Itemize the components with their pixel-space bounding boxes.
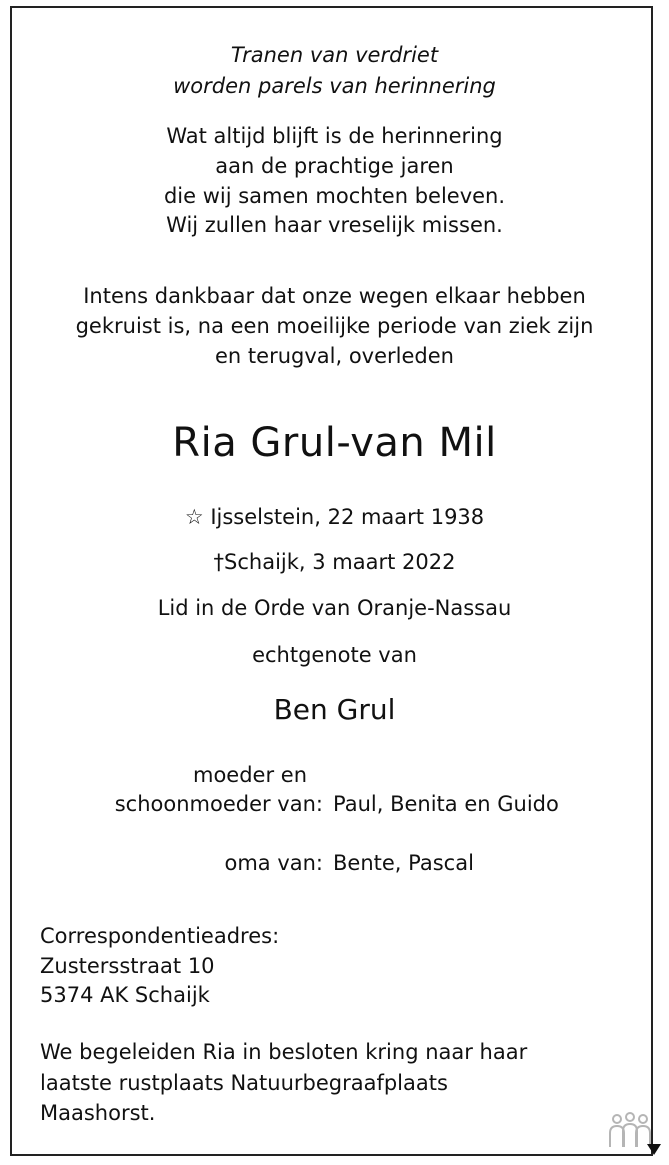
funeral-line: Maashorst. bbox=[40, 1101, 156, 1125]
intro-line: en terugval, overleden bbox=[215, 344, 454, 368]
birth-text: Ijsselstein, 22 maart 1938 bbox=[210, 505, 485, 529]
children-label: schoonmoeder van: bbox=[114, 792, 323, 816]
poem-line: Wij zullen haar vreselijk missen. bbox=[166, 213, 503, 237]
children-names: Paul, Benita en Guido bbox=[333, 792, 559, 816]
honor-line: Lid in de Orde van Oranje-Nassau bbox=[157, 596, 512, 620]
grandchildren-label: oma van: bbox=[224, 851, 323, 875]
correspondence-street: Zustersstraat 10 bbox=[40, 954, 215, 978]
epigraph-line: Tranen van verdriet bbox=[230, 43, 439, 67]
birth-line bbox=[0, 502, 669, 532]
death-text: Schaijk, 3 maart 2022 bbox=[224, 550, 456, 574]
spouse-name: Ben Grul bbox=[273, 693, 396, 726]
intro-line: Intens dankbaar dat onze wegen elkaar hebben bbox=[83, 284, 586, 308]
poem-line: aan de prachtige jaren bbox=[215, 154, 454, 178]
mother-label: moeder en bbox=[193, 763, 308, 787]
spouse-label: echtgenote van bbox=[252, 643, 417, 667]
death-line bbox=[0, 547, 669, 577]
poem-line: Wat altijd blijft is de herinnering bbox=[166, 124, 503, 148]
funeral-line: laatste rustplaats Natuurbegraafplaats bbox=[40, 1071, 448, 1095]
grandchildren-names: Bente, Pascal bbox=[333, 851, 474, 875]
cross-icon: † bbox=[213, 550, 225, 574]
correspondence-label: Correspondentieadres: bbox=[40, 924, 280, 948]
correspondence-city: 5374 AK Schaijk bbox=[40, 983, 210, 1007]
funeral-line: We begeleiden Ria in besloten kring naar haar bbox=[40, 1040, 528, 1064]
intro-line: gekruist is, na een moeilijke periode van ziek zijn bbox=[75, 314, 594, 338]
poem-line: die wij samen mochten beleven. bbox=[163, 184, 506, 208]
arrow-down-icon[interactable] bbox=[647, 1144, 661, 1155]
epigraph-line: worden parels van herinnering bbox=[173, 74, 496, 98]
deceased-name: Ria Grul-van Mil bbox=[172, 420, 497, 466]
star-icon: ☆ bbox=[184, 505, 204, 529]
